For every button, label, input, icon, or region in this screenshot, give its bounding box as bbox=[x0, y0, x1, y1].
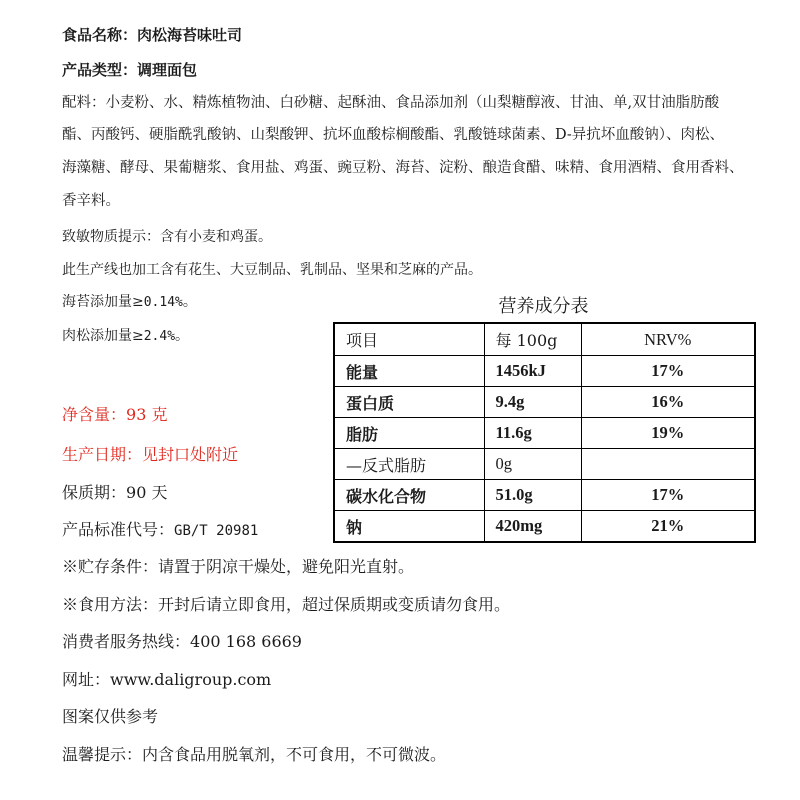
ingredients-line-2: 酯、丙酸钙、硬脂酰乳酸钠、山梨酸钾、抗坏血酸棕榈酸酯、乳酸链球菌素、D-异抗坏血酸钠）、肉松、 bbox=[62, 127, 725, 143]
ingredients-line-1 bbox=[62, 94, 719, 112]
allergen-value: 含有小麦和鸡蛋。 bbox=[160, 229, 272, 245]
storage-label: ※贮存条件： bbox=[62, 557, 159, 576]
website-line bbox=[62, 670, 271, 690]
allergen-label: 致敏物质提示： bbox=[62, 229, 160, 245]
website-label: 网址： bbox=[62, 670, 111, 689]
header-item: 项目 bbox=[334, 323, 484, 356]
nutrient-name: 脂肪 bbox=[334, 418, 484, 449]
seaweed-addition-label: 海苔添加量≥ bbox=[62, 294, 144, 310]
seaweed-addition-line bbox=[62, 293, 197, 312]
production-date-label: 生产日期： bbox=[62, 445, 143, 464]
cross-contact-notice: 此生产线也加工含有花生、大豆制品、乳制品、坚果和芝麻的产品。 bbox=[62, 262, 482, 278]
nutrient-nrv: 17% bbox=[581, 480, 755, 511]
header-per-100g: 每 100g bbox=[484, 323, 581, 356]
warm-tip-value: 内含食品用脱氧剂，不可食用，不可微波。 bbox=[142, 745, 447, 764]
standard-code-label: 产品标准代号： bbox=[62, 520, 175, 539]
nutrient-nrv: 16% bbox=[581, 387, 755, 418]
shelf-life-label: 保质期： bbox=[62, 483, 127, 502]
net-content-line bbox=[62, 405, 167, 425]
floss-addition-line bbox=[62, 327, 189, 346]
image-disclaimer: 图案仅供参考 bbox=[62, 707, 159, 726]
production-date-value: 见封口处附近 bbox=[142, 445, 239, 464]
product-type-line bbox=[62, 61, 197, 79]
nutrient-name: 碳水化合物 bbox=[334, 480, 484, 511]
nutrient-nrv: 21% bbox=[581, 511, 755, 543]
hotline-line bbox=[62, 632, 302, 652]
seaweed-addition-end: 。 bbox=[182, 294, 197, 310]
nutrient-amount: 11.6g bbox=[484, 418, 581, 449]
header-nrv: NRV% bbox=[581, 323, 755, 356]
warm-tip-line bbox=[62, 745, 446, 765]
nutrient-amount: 420mg bbox=[484, 511, 581, 543]
table-row bbox=[334, 480, 755, 511]
product-name-line bbox=[62, 26, 242, 44]
ingredients-line-3: 海藻糖、酵母、果葡糖浆、食用盐、鸡蛋、豌豆粉、海苔、淀粉、酿造食醋、味精、食用酒精、食用香料、 bbox=[62, 160, 744, 176]
nutrition-table bbox=[333, 322, 756, 543]
nutrient-name: 钠 bbox=[334, 511, 484, 543]
shelf-life-value: 90 天 bbox=[126, 483, 168, 502]
seaweed-addition-value: 0.14% bbox=[143, 295, 183, 310]
table-row bbox=[334, 387, 755, 418]
table-row bbox=[334, 511, 755, 543]
net-content-label: 净含量： bbox=[62, 405, 127, 424]
allergen-line bbox=[62, 228, 272, 246]
ingredients-text: 小麦粉、水、精炼植物油、白砂糖、起酥油、食品添加剂（山梨糖醇液、甘油、单,双甘油脂肪酸 bbox=[105, 95, 720, 111]
shelf-life-line bbox=[62, 483, 167, 503]
ingredients-label: 配料： bbox=[62, 95, 106, 111]
nutrient-nrv: 17% bbox=[581, 356, 755, 387]
table-row bbox=[334, 356, 755, 387]
floss-addition-value: 2.4% bbox=[143, 329, 176, 344]
usage-label: ※食用方法： bbox=[62, 595, 159, 614]
nutrition-table-title: 营养成分表 bbox=[498, 296, 589, 317]
nutrient-nrv bbox=[581, 449, 755, 480]
storage-value: 请置于阴凉干燥处，避免阳光直射。 bbox=[158, 557, 415, 576]
product-type-value: 调理面包 bbox=[137, 61, 198, 79]
nutrition-header-row bbox=[334, 323, 755, 356]
nutrient-name: 能量 bbox=[334, 356, 484, 387]
product-type-label: 产品类型： bbox=[62, 61, 138, 79]
website-value: www.daligroup.com bbox=[110, 670, 272, 689]
production-date-line bbox=[62, 445, 238, 465]
storage-line bbox=[62, 557, 414, 577]
usage-value: 开封后请立即食用，超过保质期或变质请勿食用。 bbox=[158, 595, 511, 614]
table-row bbox=[334, 418, 755, 449]
floss-addition-end: 。 bbox=[175, 328, 190, 344]
nutrient-name: 蛋白质 bbox=[334, 387, 484, 418]
floss-addition-label: 肉松添加量≥ bbox=[62, 328, 144, 344]
usage-line bbox=[62, 595, 510, 615]
nutrient-amount: 0g bbox=[484, 449, 581, 480]
net-content-value: 93 克 bbox=[126, 405, 168, 424]
nutrient-amount: 1456kJ bbox=[484, 356, 581, 387]
nutrient-nrv: 19% bbox=[581, 418, 755, 449]
product-name-value: 肉松海苔味吐司 bbox=[137, 26, 243, 44]
hotline-label: 消费者服务热线： bbox=[62, 632, 191, 651]
nutrient-amount: 9.4g bbox=[484, 387, 581, 418]
table-row bbox=[334, 449, 755, 480]
nutrient-amount: 51.0g bbox=[484, 480, 581, 511]
standard-code-line bbox=[62, 520, 258, 541]
nutrient-name: —反式脂肪 bbox=[334, 449, 484, 480]
ingredients-line-4: 香辛料。 bbox=[62, 193, 120, 209]
product-name-label: 食品名称： bbox=[62, 26, 138, 44]
hotline-value: 400 168 6669 bbox=[190, 632, 302, 651]
standard-code-value: GB/T 20981 bbox=[174, 523, 259, 539]
warm-tip-label: 温馨提示： bbox=[62, 745, 143, 764]
